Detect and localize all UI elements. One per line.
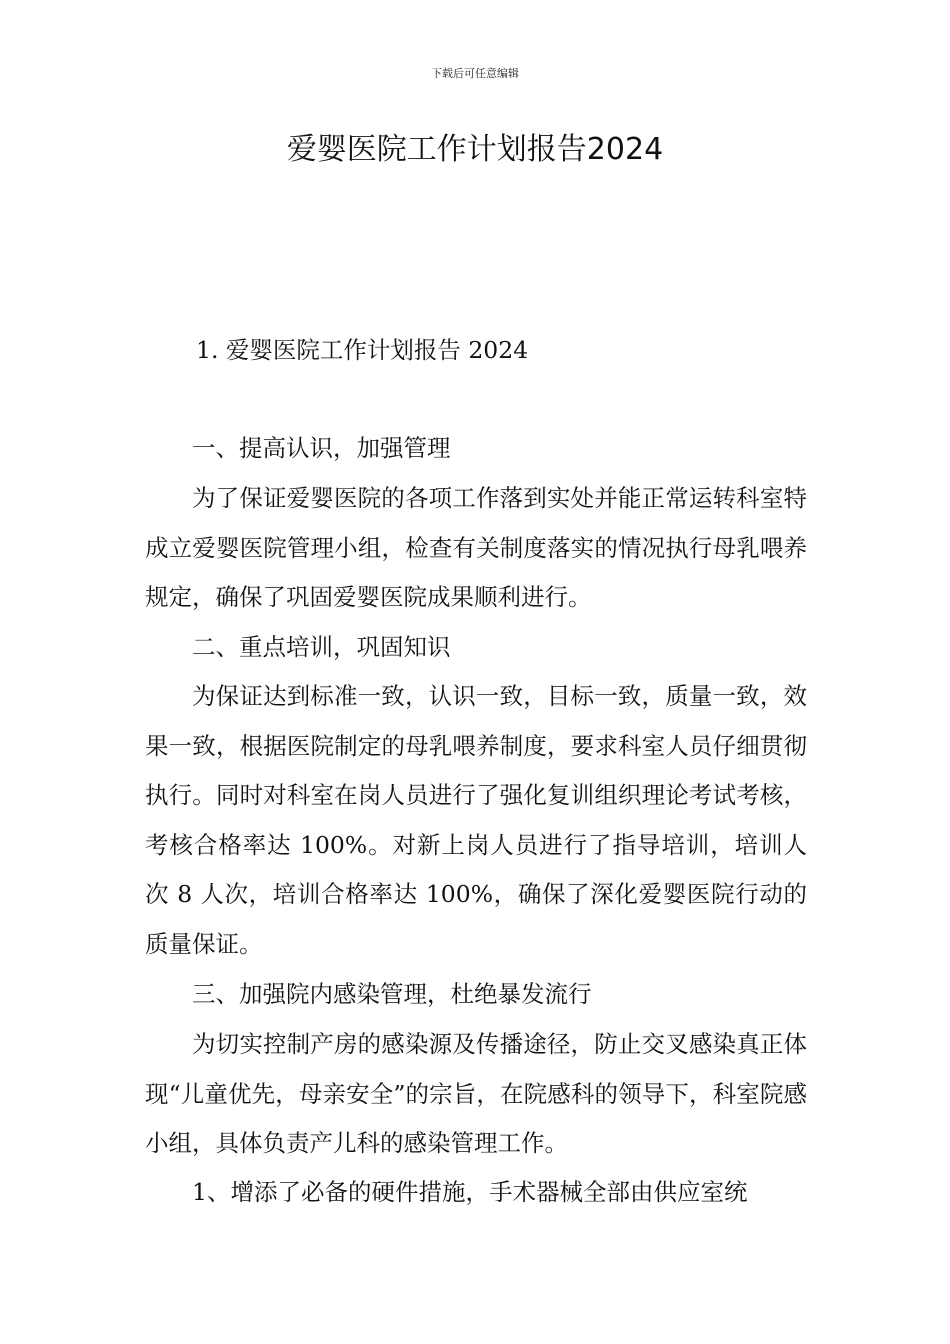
document-title: 爱婴医院工作计划报告2024 <box>286 132 664 167</box>
paragraph-2: 为保证达到标准一致，认识一致，目标一致，质量一致，效果一致，根据医院制定的母乳喂养制度，要求科室人员仔细贯彻执行。同时对科室在岗人员进行了强化复训组织理论考试考核，考核合格率达 100%。对新上岗人员进行了指导培训，培训人次 8 人次，培训合格率达 100%，确保了深化爱婴医院行动的质量保证。 <box>145 682 807 958</box>
section-heading: 1. 爱婴医院工作计划报告 2024 <box>196 336 529 364</box>
paragraph-1: 为了保证爱婴医院的各项工作落到实处并能正常运转科室特成立爱婴医院管理小组，检查有关制度落实的情况执行母乳喂养规定，确保了巩固爱婴医院成果顺利进行。 <box>145 484 807 612</box>
paragraph-3: 为切实控制产房的感染源及传播途径，防止交叉感染真正体现“儿童优先，母亲安全”的宗旨，在院感科的领导下，科室院感小组，具体负责产儿科的感染管理工作。 <box>145 1030 807 1158</box>
paragraph-heading-3: 三、加强院内感染管理，杜绝暴发流行 <box>192 980 592 1008</box>
paragraph-heading-1: 一、提高认识，加强管理 <box>192 434 451 462</box>
download-note: 下载后可任意编辑 <box>431 67 519 80</box>
paragraph-4: 1、增添了必备的硬件措施，手术器械全部由供应室统 <box>192 1178 748 1206</box>
paragraph-heading-2: 二、重点培训，巩固知识 <box>192 633 451 661</box>
